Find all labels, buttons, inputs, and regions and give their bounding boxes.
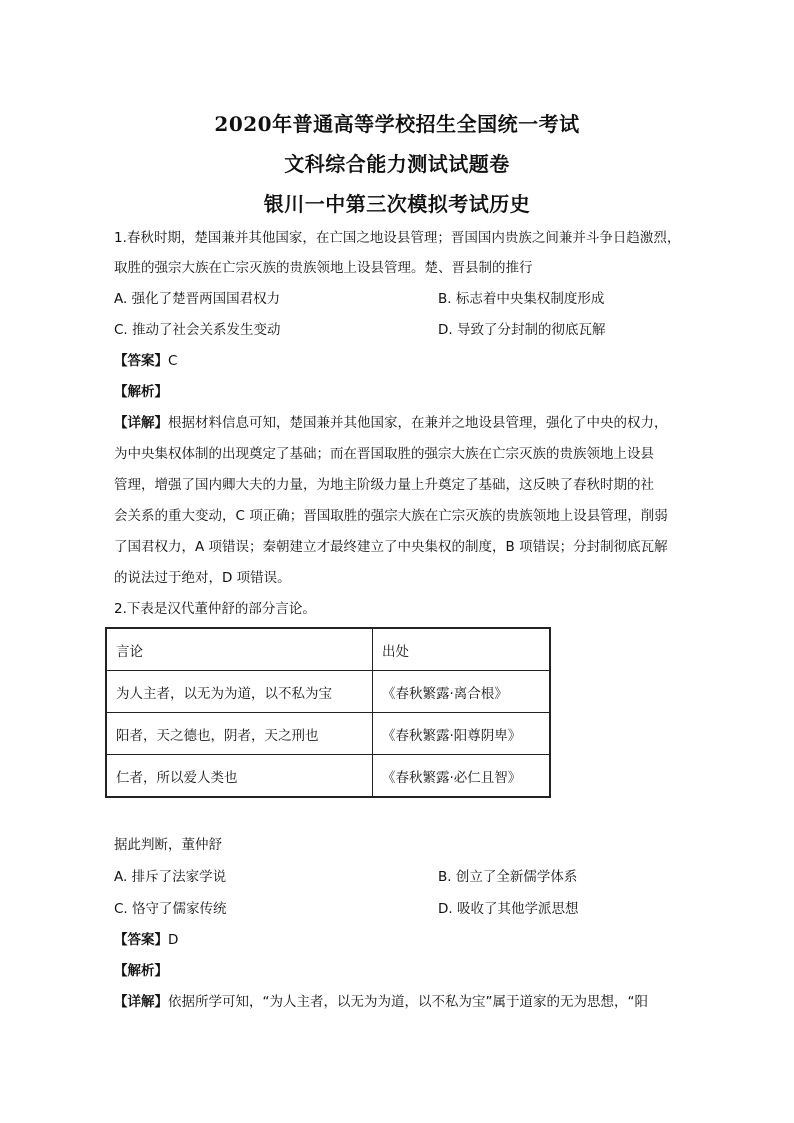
exam-school-title: 银川一中第三次模拟考试历史	[263, 192, 531, 216]
answer-tag: 【答案】	[114, 932, 168, 948]
q1-detail-line-1: 【详解】根据材料信息可知，楚国兼并其他国家，在兼并之地设县管理，强化了中央的权力，	[114, 415, 668, 431]
q1-detail-line-6: 的说法过于绝对，D 项错误。	[114, 570, 291, 586]
q1-detail-line-2: 为中央集权体制的出现奠定了基础；而在晋国取胜的强宗大族在亡宗灭族的贵族领地上设县	[114, 446, 654, 462]
q2-answer	[114, 931, 178, 949]
q2-option-b: B. 创立了全新儒学体系	[438, 869, 578, 885]
detail-tag: 【详解】	[114, 994, 168, 1010]
q2-option-a: A. 排斥了法家学说	[114, 869, 227, 885]
table-cell: 《春秋繁露·阳尊阴卑》	[373, 713, 551, 755]
table-cell: 《春秋繁露·离合根》	[373, 671, 551, 713]
table-header-cell: 言论	[106, 628, 373, 671]
q1-detail-line-3: 管理，增强了国内卿大夫的力量，为地主阶级力量上升奠定了基础，这反映了春秋时期的社	[114, 477, 654, 493]
table-header-cell: 出处	[373, 628, 551, 671]
q2-option-c: C. 恪守了儒家传统	[114, 901, 227, 917]
answer-value: D	[168, 932, 179, 948]
table-row	[106, 755, 550, 798]
table-header-row	[106, 628, 550, 671]
q1-detail-line-5: 了国君权力，A 项错误；秦朝建立才最终建立了中央集权的制度，B 项错误；分封制彻底瓦解	[114, 539, 668, 555]
q2-stem: 2.下表是汉代董仲舒的部分言论。	[114, 601, 316, 617]
table-row	[106, 671, 550, 713]
q2-analysis-tag: 【解析】	[114, 963, 168, 979]
exam-title: 2020年普通高等学校招生全国统一考试	[214, 112, 580, 136]
q1-option-d: D. 导致了分封制的彻底瓦解	[438, 322, 606, 338]
q1-detail-line-4: 会关系的重大变动，C 项正确；晋国取胜的强宗大族在亡宗灭族的贵族领地上设县管理，削弱	[114, 508, 668, 524]
q1-analysis-tag: 【解析】	[114, 384, 168, 400]
table-cell: 仁者，所以爱人类也	[106, 755, 373, 798]
answer-value: C	[168, 353, 178, 369]
table-cell: 为人主者，以无为为道，以不私为宝	[106, 671, 373, 713]
table-row	[106, 713, 550, 755]
table-cell: 《春秋繁露·必仁且智》	[373, 755, 551, 798]
q2-table	[105, 627, 551, 798]
exam-subtitle: 文科综合能力测试试题卷	[284, 152, 510, 176]
q1-option-c: C. 推动了社会关系发生变动	[114, 322, 281, 338]
q2-detail-line-1: 【详解】依据所学可知，“为人主者，以无为为道，以不私为宝”属于道家的无为思想，“阳	[114, 994, 648, 1010]
q1-option-b: B. 标志着中央集权制度形成	[438, 291, 605, 307]
q1-stem-line-2: 取胜的强宗大族在亡宗灭族的贵族领地上设县管理。楚、晋县制的推行	[114, 260, 533, 276]
table-cell: 阳者，天之德也，阴者，天之刑也	[106, 713, 373, 755]
q2-judge: 据此判断，董仲舒	[114, 837, 222, 853]
q1-answer	[114, 352, 177, 370]
q1-stem-line-1: 1.春秋时期，楚国兼并其他国家，在亡国之地设县管理；晋国国内贵族之间兼并斗争日趋激烈，	[114, 230, 681, 246]
detail-tag: 【详解】	[114, 415, 168, 431]
answer-tag: 【答案】	[114, 353, 168, 369]
q1-option-a: A. 强化了楚晋两国国君权力	[114, 291, 281, 307]
q2-option-d: D. 吸收了其他学派思想	[438, 901, 579, 917]
